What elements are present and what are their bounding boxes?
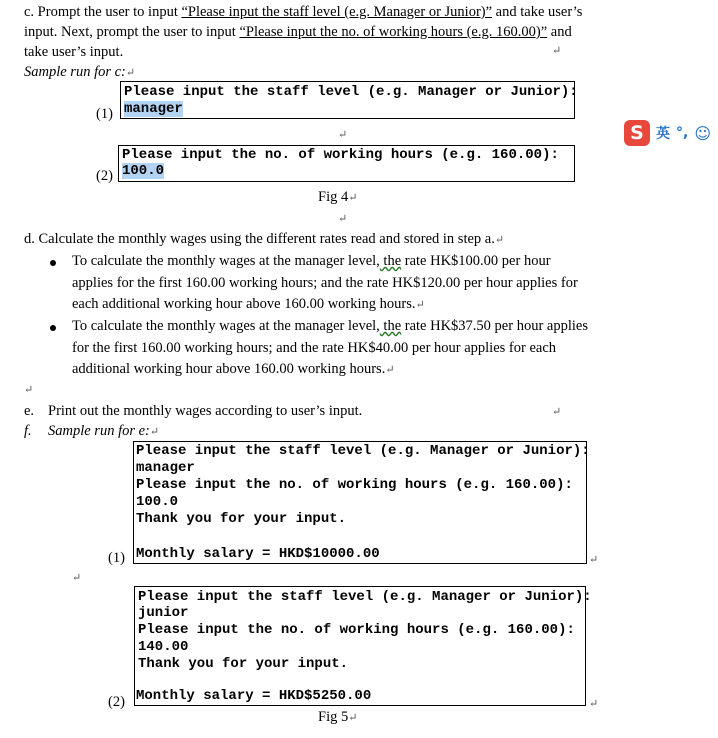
bullet-dot (50, 325, 56, 331)
fig4-caption: Fig 4↵ (318, 189, 358, 205)
section-d-heading: d. Calculate the monthly wages using the different rates read and stored in step a.↵ (24, 231, 505, 247)
sogou-logo-icon[interactable]: S (624, 120, 650, 146)
fig4-box2-input: 100.0 (122, 163, 165, 179)
console-line: 140.00 (138, 639, 189, 655)
para-mark: ↵ (338, 129, 348, 141)
console-line: Please input the no. of working hours (e.g. 160.00): (136, 477, 573, 493)
bullet-manager-rates: To calculate the monthly wages at the manager level, the rate HK$100.00 per hour applies for the first 160.00 working hours; and the rate HK$120.00 per hour applies for each additional working hour above 160.00 working hours.↵ (72, 253, 578, 312)
fig4-box1-input: manager (124, 101, 183, 117)
console-line: Thank you for your input. (136, 511, 347, 527)
ime-punctuation-toggle[interactable]: °, (676, 125, 689, 141)
section-e-label: e. (24, 403, 35, 419)
console-line: Please input the staff level (e.g. Manager or Junior): (136, 443, 590, 459)
fig5-run1-box (133, 441, 590, 564)
section-c-line-2: input. Next, prompt the user to input “Please input the no. of working hours (e.g. 160.00)” and (24, 24, 572, 40)
fig5-run1-result: Monthly salary = HKD$10000.00 (136, 546, 380, 562)
sample-run-e-label: Sample run for e:↵ (48, 423, 160, 439)
fig5-run1-number: (1) (108, 550, 125, 566)
console-line: 100.0 (136, 494, 179, 510)
console-line: junior (138, 605, 189, 621)
bullet-junior-rates: To calculate the monthly wages at the manager level, the rate HK$37.50 per hour applies for the first 160.00 working hours; and the rate HK$40.00 per hour applies for each additional working hour above 160.00 working hours.↵ (72, 318, 588, 377)
bullet-dot (50, 260, 56, 266)
ime-emoji-icon[interactable]: ☺ (694, 123, 712, 143)
fig4-box1 (120, 81, 578, 119)
section-c (24, 4, 714, 84)
section-c-line-3: take user’s input. ↵ (24, 44, 562, 60)
console-line: Please input the no. of working hours (e.g. 160.00): (138, 622, 575, 638)
ime-language-toggle[interactable]: 英 (656, 126, 670, 142)
ime-toolbar[interactable] (624, 120, 711, 146)
fig5-run2-box (134, 586, 592, 706)
console-line: manager (136, 460, 195, 476)
fig4-box1-number: (1) (96, 106, 113, 122)
fig5-caption: Fig 5↵ (318, 709, 358, 725)
fig4-box2-prompt: Please input the no. of working hours (e.g. 160.00): (122, 147, 559, 163)
fig5-run2-result: Monthly salary = HKD$5250.00 (136, 688, 372, 704)
fig5-run2-number: (2) (108, 694, 125, 710)
fig4-box2-number: (2) (96, 168, 113, 184)
console-line: Please input the staff level (e.g. Manager or Junior): (138, 589, 592, 605)
fig4-box2 (118, 145, 575, 182)
section-e-text: Print out the monthly wages according to user’s input. (48, 403, 363, 419)
sample-run-c-label: Sample run for c:↵ (24, 64, 136, 80)
fig4-box1-prompt: Please input the staff level (e.g. Manager or Junior): (124, 84, 578, 100)
section-f-label: f. (24, 423, 32, 439)
section-c-line-1: c. Prompt the user to input “Please input the staff level (e.g. Manager or Junior)” and take user’s (24, 4, 583, 20)
console-line: Thank you for your input. (138, 656, 349, 672)
